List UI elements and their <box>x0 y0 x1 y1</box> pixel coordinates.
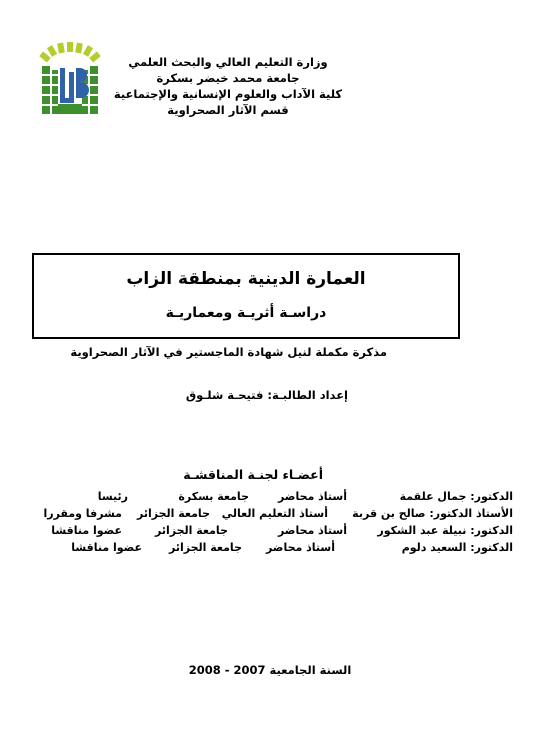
thesis-subtitle: دراسـة أثريـة ومعماريـة <box>165 305 327 321</box>
member-university: جامعة الجزائر <box>169 541 242 554</box>
title-box <box>32 253 460 339</box>
faculty-name: كلية الآداب والعلوم الإنسانية والإجتماعية <box>113 87 343 101</box>
member-role: عضوا مناقشا <box>51 524 122 537</box>
member-name: الدكتور: نبيلة عبد الشكور <box>377 524 513 537</box>
university-name: جامعة محمد خيضر بسكرة <box>156 71 300 85</box>
member-name: الدكتور: جمال علقمة <box>399 490 513 503</box>
member-rank: أستاذ محاضر <box>277 490 347 503</box>
member-role: عضوا مناقشا <box>71 541 142 554</box>
member-rank: أستاذ التعليم العالي <box>221 507 328 520</box>
institution-header <box>88 54 368 118</box>
member-rank: أستاذ محاضر <box>277 524 347 537</box>
committee-title: أعضـاء لجنـة المناقشـة <box>183 467 323 482</box>
member-university: جامعة الجزائر <box>137 507 210 520</box>
member-role: مشرفا ومقررا <box>43 507 122 520</box>
member-role: رئيسا <box>97 490 128 503</box>
member-name: الدكتور: السعيد دلوم <box>401 541 513 554</box>
thesis-title: العمارة الدينية بمنطقة الزاب <box>126 269 366 289</box>
thesis-note: مذكرة مكملة لنيل شهادة الماجستير في الآثار الصحراوية <box>70 345 387 359</box>
department-name: قسم الآثار الصحراوية <box>167 103 289 117</box>
ministry-name: وزارة التعليم العالي والبحث العلمي <box>128 55 328 69</box>
member-university: جامعة الجزائر <box>155 524 228 537</box>
member-name: الأستاذ الدكتور: صالح بن قربة <box>352 507 513 520</box>
member-university: جامعة بسكرة <box>178 490 249 503</box>
prepared-by: إعداد الطالبـة: فتيحـة شلـوق <box>185 388 348 402</box>
academic-year: السنة الجامعية 2007 - 2008 <box>188 663 352 677</box>
member-rank: أستاذ محاضر <box>265 541 335 554</box>
